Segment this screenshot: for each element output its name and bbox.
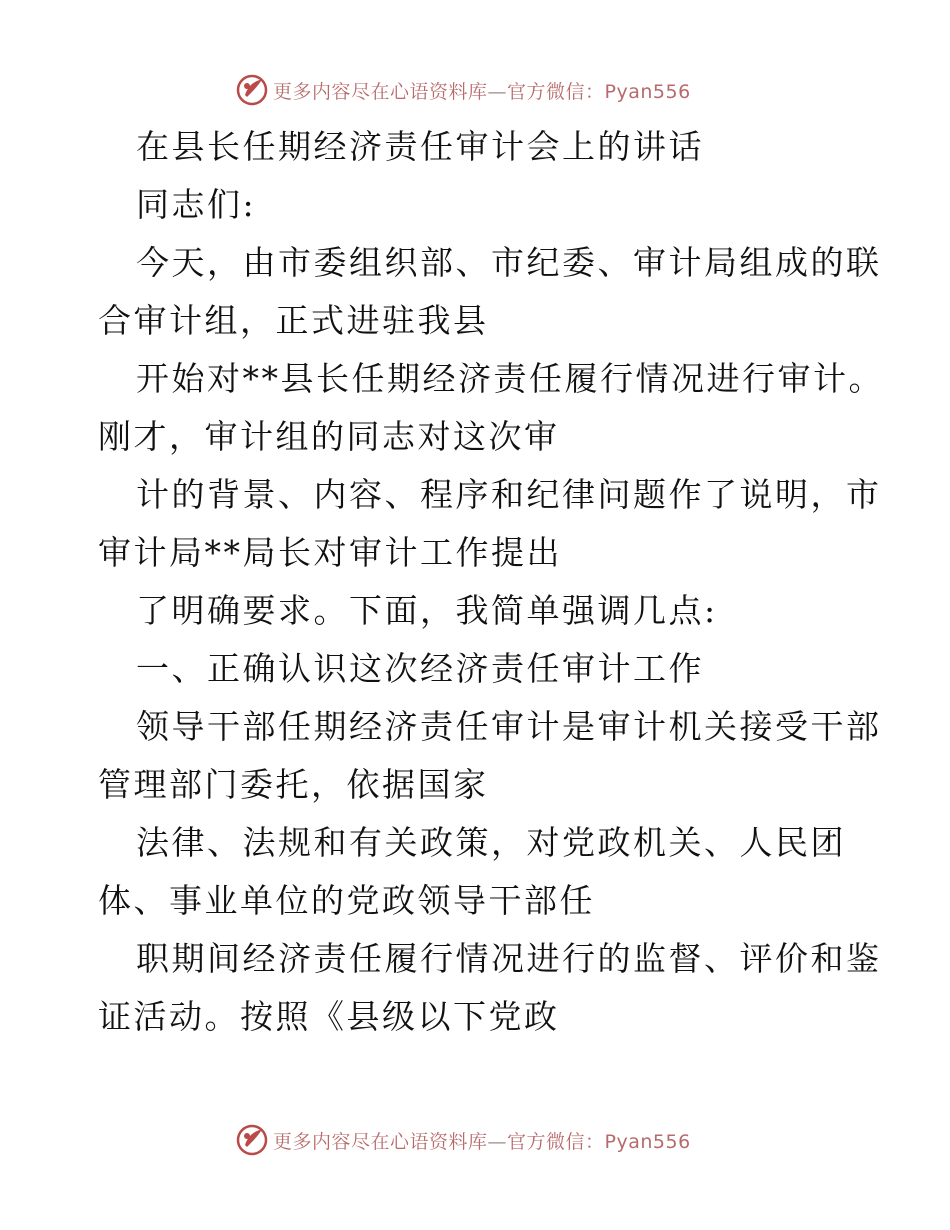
banner-slogan: 更多内容尽在心语资料库 xyxy=(273,1130,488,1153)
banner-wechat-label: 官方微信： xyxy=(507,1130,605,1153)
paragraph-line: 合审计组，正式进驻我县 xyxy=(98,301,489,340)
salutation: 同志们: xyxy=(136,185,257,224)
header-banner xyxy=(235,70,715,110)
footer-banner xyxy=(235,1120,715,1160)
banner-separator: — xyxy=(487,1130,508,1153)
banner-wechat-account: Pyan556 xyxy=(604,80,691,103)
banner-separator: — xyxy=(487,80,508,103)
banner-slogan: 更多内容尽在心语资料库 xyxy=(273,80,488,103)
paragraph-line: 审计局**局长对审计工作提出 xyxy=(98,533,562,572)
document-body xyxy=(98,118,884,1046)
paragraph-line: 领导干部任期经济责任审计是审计机关接受干部 xyxy=(136,707,882,746)
brand-logo-icon xyxy=(235,73,269,107)
section-heading: 一、正确认识这次经济责任审计工作 xyxy=(136,649,704,688)
paragraph-line: 计的背景、内容、程序和纪律问题作了说明，市 xyxy=(136,475,882,514)
paragraph-line: 了明确要求。下面，我简单强调几点: xyxy=(136,591,718,630)
paragraph-line: 体、事业单位的党政领导干部任 xyxy=(98,881,595,920)
banner-text xyxy=(273,77,691,104)
banner-wechat-account: Pyan556 xyxy=(604,1130,691,1153)
document-title: 在县长任期经济责任审计会上的讲话 xyxy=(136,127,704,166)
paragraph-line: 法律、法规和有关政策，对党政机关、人民团 xyxy=(136,823,846,862)
paragraph-line: 刚才，审计组的同志对这次审 xyxy=(98,417,560,456)
paragraph-line: 管理部门委托，依据国家 xyxy=(98,765,489,804)
paragraph-line: 职期间经济责任履行情况进行的监督、评价和鉴 xyxy=(136,939,882,978)
paragraph-line: 开始对**县长任期经济责任履行情况进行审计。 xyxy=(136,359,884,398)
banner-wechat-label: 官方微信： xyxy=(507,80,605,103)
paragraph-line: 今天，由市委组织部、市纪委、审计局组成的联 xyxy=(136,243,882,282)
banner-text xyxy=(273,1127,691,1154)
paragraph-line: 证活动。按照《县级以下党政 xyxy=(98,997,560,1036)
brand-logo-icon xyxy=(235,1123,269,1157)
